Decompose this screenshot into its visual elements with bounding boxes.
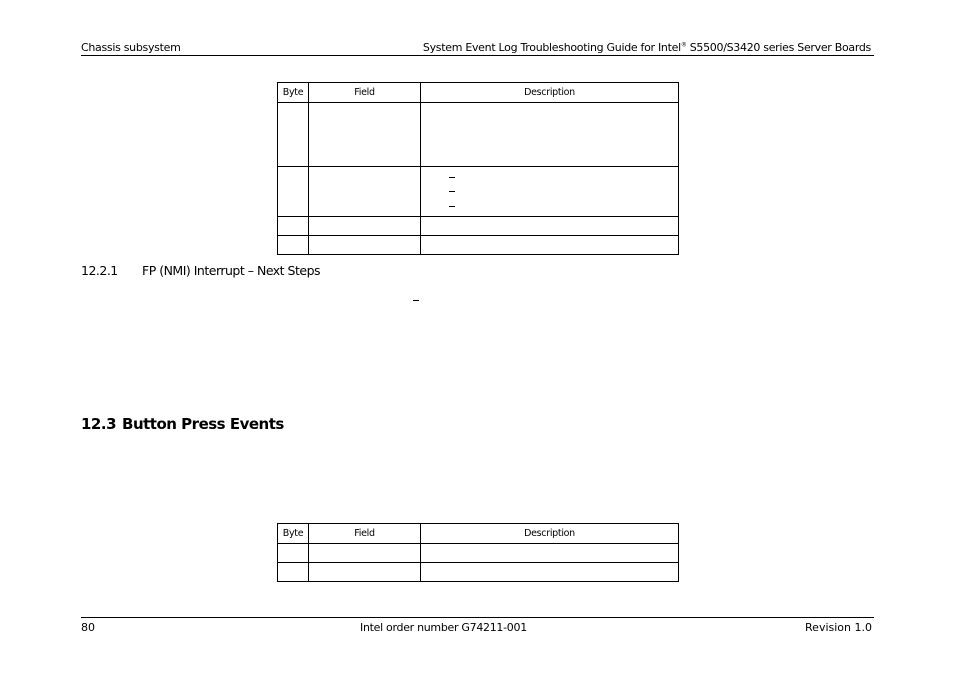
- event-table-button-press: [277, 523, 679, 582]
- table-cell: [421, 544, 679, 563]
- header-document-title: [423, 41, 871, 54]
- header-title-prefix: System Event Log Troubleshooting Guide for Intel: [422, 41, 681, 54]
- table-cell: [309, 103, 421, 167]
- table-row: [278, 167, 679, 217]
- list-dash: [449, 191, 455, 192]
- header-rule: [81, 55, 874, 56]
- table-row: [278, 236, 679, 255]
- subsection-number: 12.2.1: [81, 263, 118, 278]
- revision: Revision 1.0: [805, 621, 872, 634]
- header-title-suffix: S5500/S3420 series Server Boards: [686, 41, 871, 54]
- order-number: Intel order number G74211-001: [360, 621, 527, 634]
- table-cell: [278, 167, 309, 217]
- subsection-heading: [81, 263, 320, 278]
- list-dash: [449, 206, 455, 207]
- table-cell: [309, 236, 421, 255]
- table-cell: [309, 217, 421, 236]
- header-section-name: Chassis subsystem: [81, 41, 181, 54]
- table-cell: [421, 236, 679, 255]
- table-cell: [278, 544, 309, 563]
- page-number: 80: [81, 621, 95, 634]
- section-title: Button Press Events: [122, 415, 284, 433]
- table-row: [278, 217, 679, 236]
- table-header-row: [278, 83, 679, 103]
- registered-mark: ®: [680, 41, 687, 49]
- section-number: 12.3: [81, 415, 117, 433]
- table-cell-dash-list: [421, 167, 679, 217]
- list-dash: [413, 300, 419, 301]
- table-row: [278, 563, 679, 582]
- table-cell: [421, 217, 679, 236]
- table-cell: [309, 563, 421, 582]
- table-header-row: [278, 524, 679, 544]
- table-cell: [278, 217, 309, 236]
- column-header-field: Field: [309, 83, 421, 103]
- table-cell: [309, 167, 421, 217]
- event-table-fp-nmi: [277, 82, 679, 255]
- column-header-description: Description: [421, 83, 679, 103]
- footer-rule: [81, 617, 874, 618]
- column-header-byte: Byte: [278, 83, 309, 103]
- table-cell: [278, 103, 309, 167]
- section-heading: [81, 415, 284, 433]
- table-row: [278, 544, 679, 563]
- table-row: [278, 103, 679, 167]
- table-cell: [421, 563, 679, 582]
- column-header-byte: Byte: [278, 524, 309, 544]
- column-header-description: Description: [421, 524, 679, 544]
- table-cell: [278, 236, 309, 255]
- list-dash: [449, 177, 455, 178]
- column-header-field: Field: [309, 524, 421, 544]
- table-cell: [309, 544, 421, 563]
- dash-list: [421, 167, 678, 216]
- table-cell: [421, 103, 679, 167]
- subsection-title: FP (NMI) Interrupt – Next Steps: [142, 263, 321, 278]
- table-cell: [278, 563, 309, 582]
